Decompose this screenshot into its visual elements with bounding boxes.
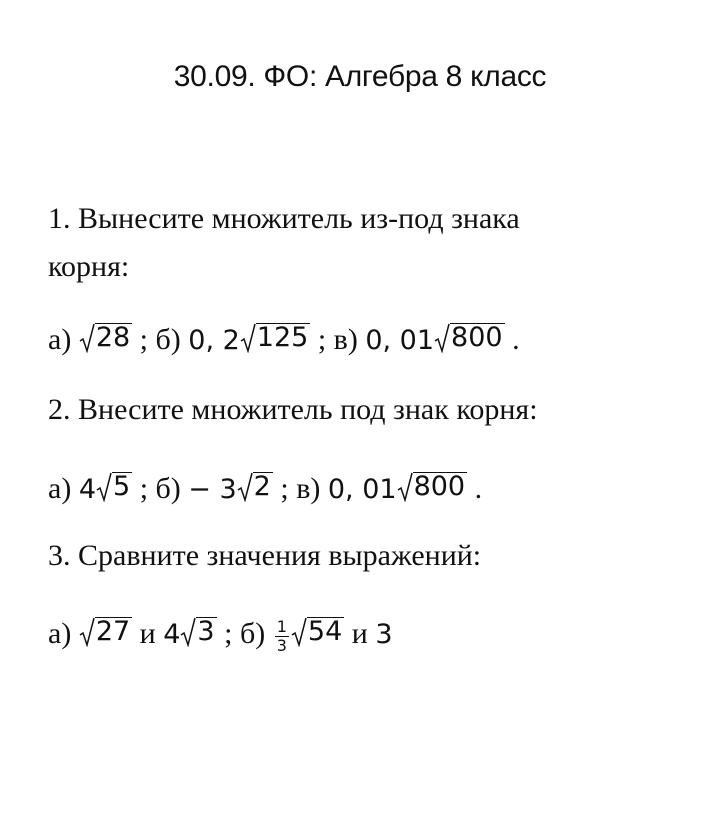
sqrt-expression	[96, 472, 132, 502]
radical-sign-icon	[180, 617, 196, 647]
radical-sign-icon	[96, 472, 112, 502]
task-1-heading-line1: 1. Вынесите множитель из-под знака	[48, 202, 520, 235]
coefficient: 4	[163, 619, 181, 650]
sqrt-expression	[434, 323, 505, 353]
task-1-heading-line2: корня:	[48, 250, 130, 283]
fraction	[275, 618, 289, 655]
task-3-expressions	[48, 610, 393, 659]
conjunction: и	[344, 617, 376, 650]
task-3-heading: 3. Сравните значения выражений:	[48, 539, 482, 572]
coefficient: 0, 01	[365, 325, 435, 356]
conjunction: и	[132, 617, 164, 650]
end-period: .	[467, 472, 483, 505]
radicand: 800	[451, 322, 503, 353]
task-2-a-label: а)	[48, 472, 79, 505]
radical-sign-icon	[79, 323, 95, 353]
sqrt-expression	[79, 617, 132, 647]
sqrt-expression	[180, 617, 216, 647]
rhs-value: 3	[375, 619, 393, 650]
separator: ; в)	[272, 472, 328, 505]
task-1-a-label: а)	[48, 323, 79, 356]
radicand: 125	[256, 322, 309, 353]
coefficient: 0, 01	[327, 474, 397, 505]
radicand: 800	[413, 471, 466, 502]
coefficient: 4	[78, 474, 96, 505]
radicand: 2	[253, 471, 271, 502]
radical-sign-icon	[291, 617, 307, 647]
radical-sign-icon	[240, 323, 256, 353]
sqrt-expression	[397, 472, 468, 502]
radical-sign-icon	[434, 323, 450, 353]
radicand: 27	[95, 616, 131, 647]
fraction-denominator: 3	[276, 635, 287, 655]
separator: ; б)	[216, 617, 273, 650]
sqrt-expression	[291, 617, 344, 647]
task-1-expressions	[48, 316, 520, 365]
radicand: 3	[197, 616, 215, 647]
radical-sign-icon	[79, 617, 95, 647]
coefficient: − 3	[188, 474, 237, 505]
coefficient: 0, 2	[188, 325, 240, 356]
sqrt-expression	[79, 323, 132, 353]
separator: ; б)	[132, 472, 189, 505]
task-2-heading: 2. Внесите множитель под знак корня:	[48, 393, 538, 426]
radicand: 5	[113, 471, 131, 502]
fraction-numerator: 1	[276, 616, 287, 636]
sqrt-expression	[240, 323, 311, 353]
radical-sign-icon	[397, 472, 413, 502]
task-2-expressions	[48, 465, 482, 514]
radicand: 54	[307, 616, 343, 647]
task-1-heading	[48, 195, 520, 291]
radical-sign-icon	[237, 472, 253, 502]
radicand: 28	[95, 322, 131, 353]
separator: ; в)	[310, 323, 366, 356]
page-title: 30.09. ФО: Алгебра 8 класс	[173, 60, 547, 93]
end-period: .	[504, 323, 520, 356]
separator: ; б)	[132, 323, 189, 356]
sqrt-expression	[237, 472, 273, 502]
task-3-a-label: а)	[48, 617, 79, 650]
